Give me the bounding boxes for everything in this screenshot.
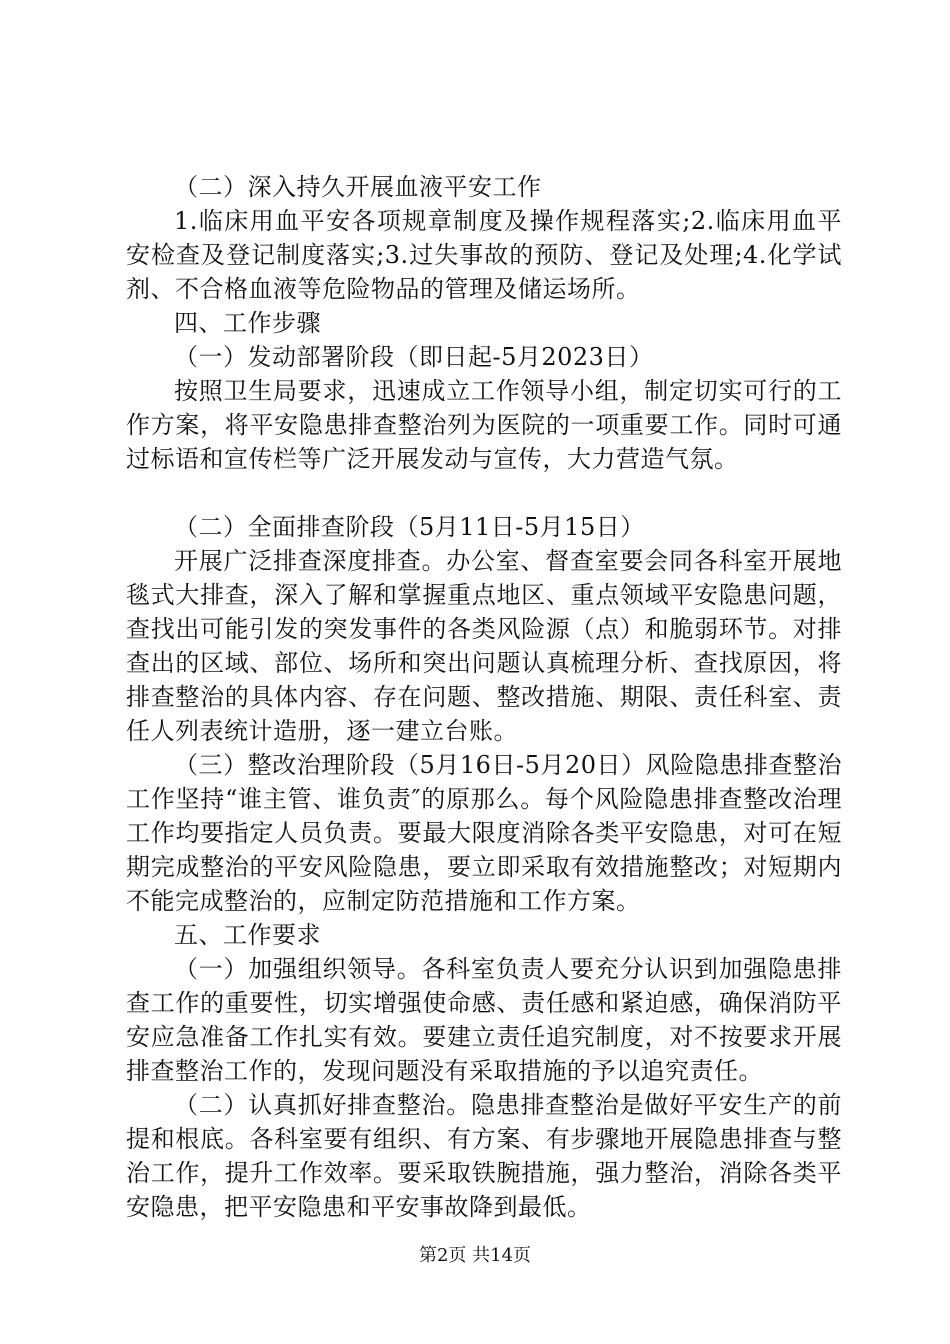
section-heading: 四、工作步骤 bbox=[174, 309, 321, 337]
section-heading: （一）发动部署阶段（即日起-5月2023日） bbox=[174, 343, 654, 371]
document-body bbox=[126, 170, 842, 1224]
body-paragraph: 1.临床用血平安各项规章制度及操作规程落实;2.临床用血平安检查及登记制度落实;3.过失事故的预防、登记及处理;4.化学试剂、不合格血液等危险物品的管理及储运场所。 bbox=[126, 207, 842, 303]
body-paragraph: （二）认真抓好排查整治。隐患排查整治是做好平安生产的前提和根底。各科室要有组织、有方案、有步骤地开展隐患排查与整治工作，提升工作效率。要采取铁腕措施，强力整治，消除各类平安隐患，把平安隐患和平安事故降到最低。 bbox=[126, 1091, 842, 1221]
body-paragraph: 按照卫生局要求，迅速成立工作领导小组，制定切实可行的工作方案，将平安隐患排查整治列为医院的一项重要工作。同时可通过标语和宣传栏等广泛开展发动与宣传，大力营造气氛。 bbox=[126, 377, 842, 473]
paragraph-spacer bbox=[126, 476, 842, 510]
section-heading: （二）深入持久开展血液平安工作 bbox=[174, 173, 542, 201]
section-heading: （二）全面排查阶段（5月11日-5月15日） bbox=[174, 513, 645, 541]
body-paragraph: （一）加强组织领导。各科室负责人要充分认识到加强隐患排查工作的重要性，切实增强使命感、责任感和紧迫感，确保消防平安应急准备工作扎实有效。要建立责任追究制度，对不按要求开展排查整治工作的，发现问题没有采取措施的予以追究责任。 bbox=[126, 955, 842, 1085]
body-paragraph: 开展广泛排查深度排查。办公室、督查室要会同各科室开展地毯式大排查，深入了解和掌握重点地区、重点领域平安隐患问题，查找出可能引发的突发事件的各类风险源（点）和脆弱环节。对排查出的区域、部位、场所和突出问题认真梳理分析、查找原因，将排查整治的具体内容、存在问题、整改措施、期限、责任科室、责任人列表统计造册，逐一建立台账。 bbox=[126, 547, 842, 745]
section-heading: 五、工作要求 bbox=[174, 921, 321, 949]
page-number-footer: 第2页 共14页 bbox=[418, 1245, 532, 1266]
body-paragraph: （三）整改治理阶段（5月16日-5月20日）风险隐患排查整治工作坚持“谁主管、谁负责″的原那么。每个风险隐患排查整改治理工作均要指定人员负责。要最大限度消除各类平安隐患，对可在短期完成整治的平安风险隐患，要立即采取有效措施整改；对短期内不能完成整治的，应制定防范措施和工作方案。 bbox=[126, 751, 842, 915]
